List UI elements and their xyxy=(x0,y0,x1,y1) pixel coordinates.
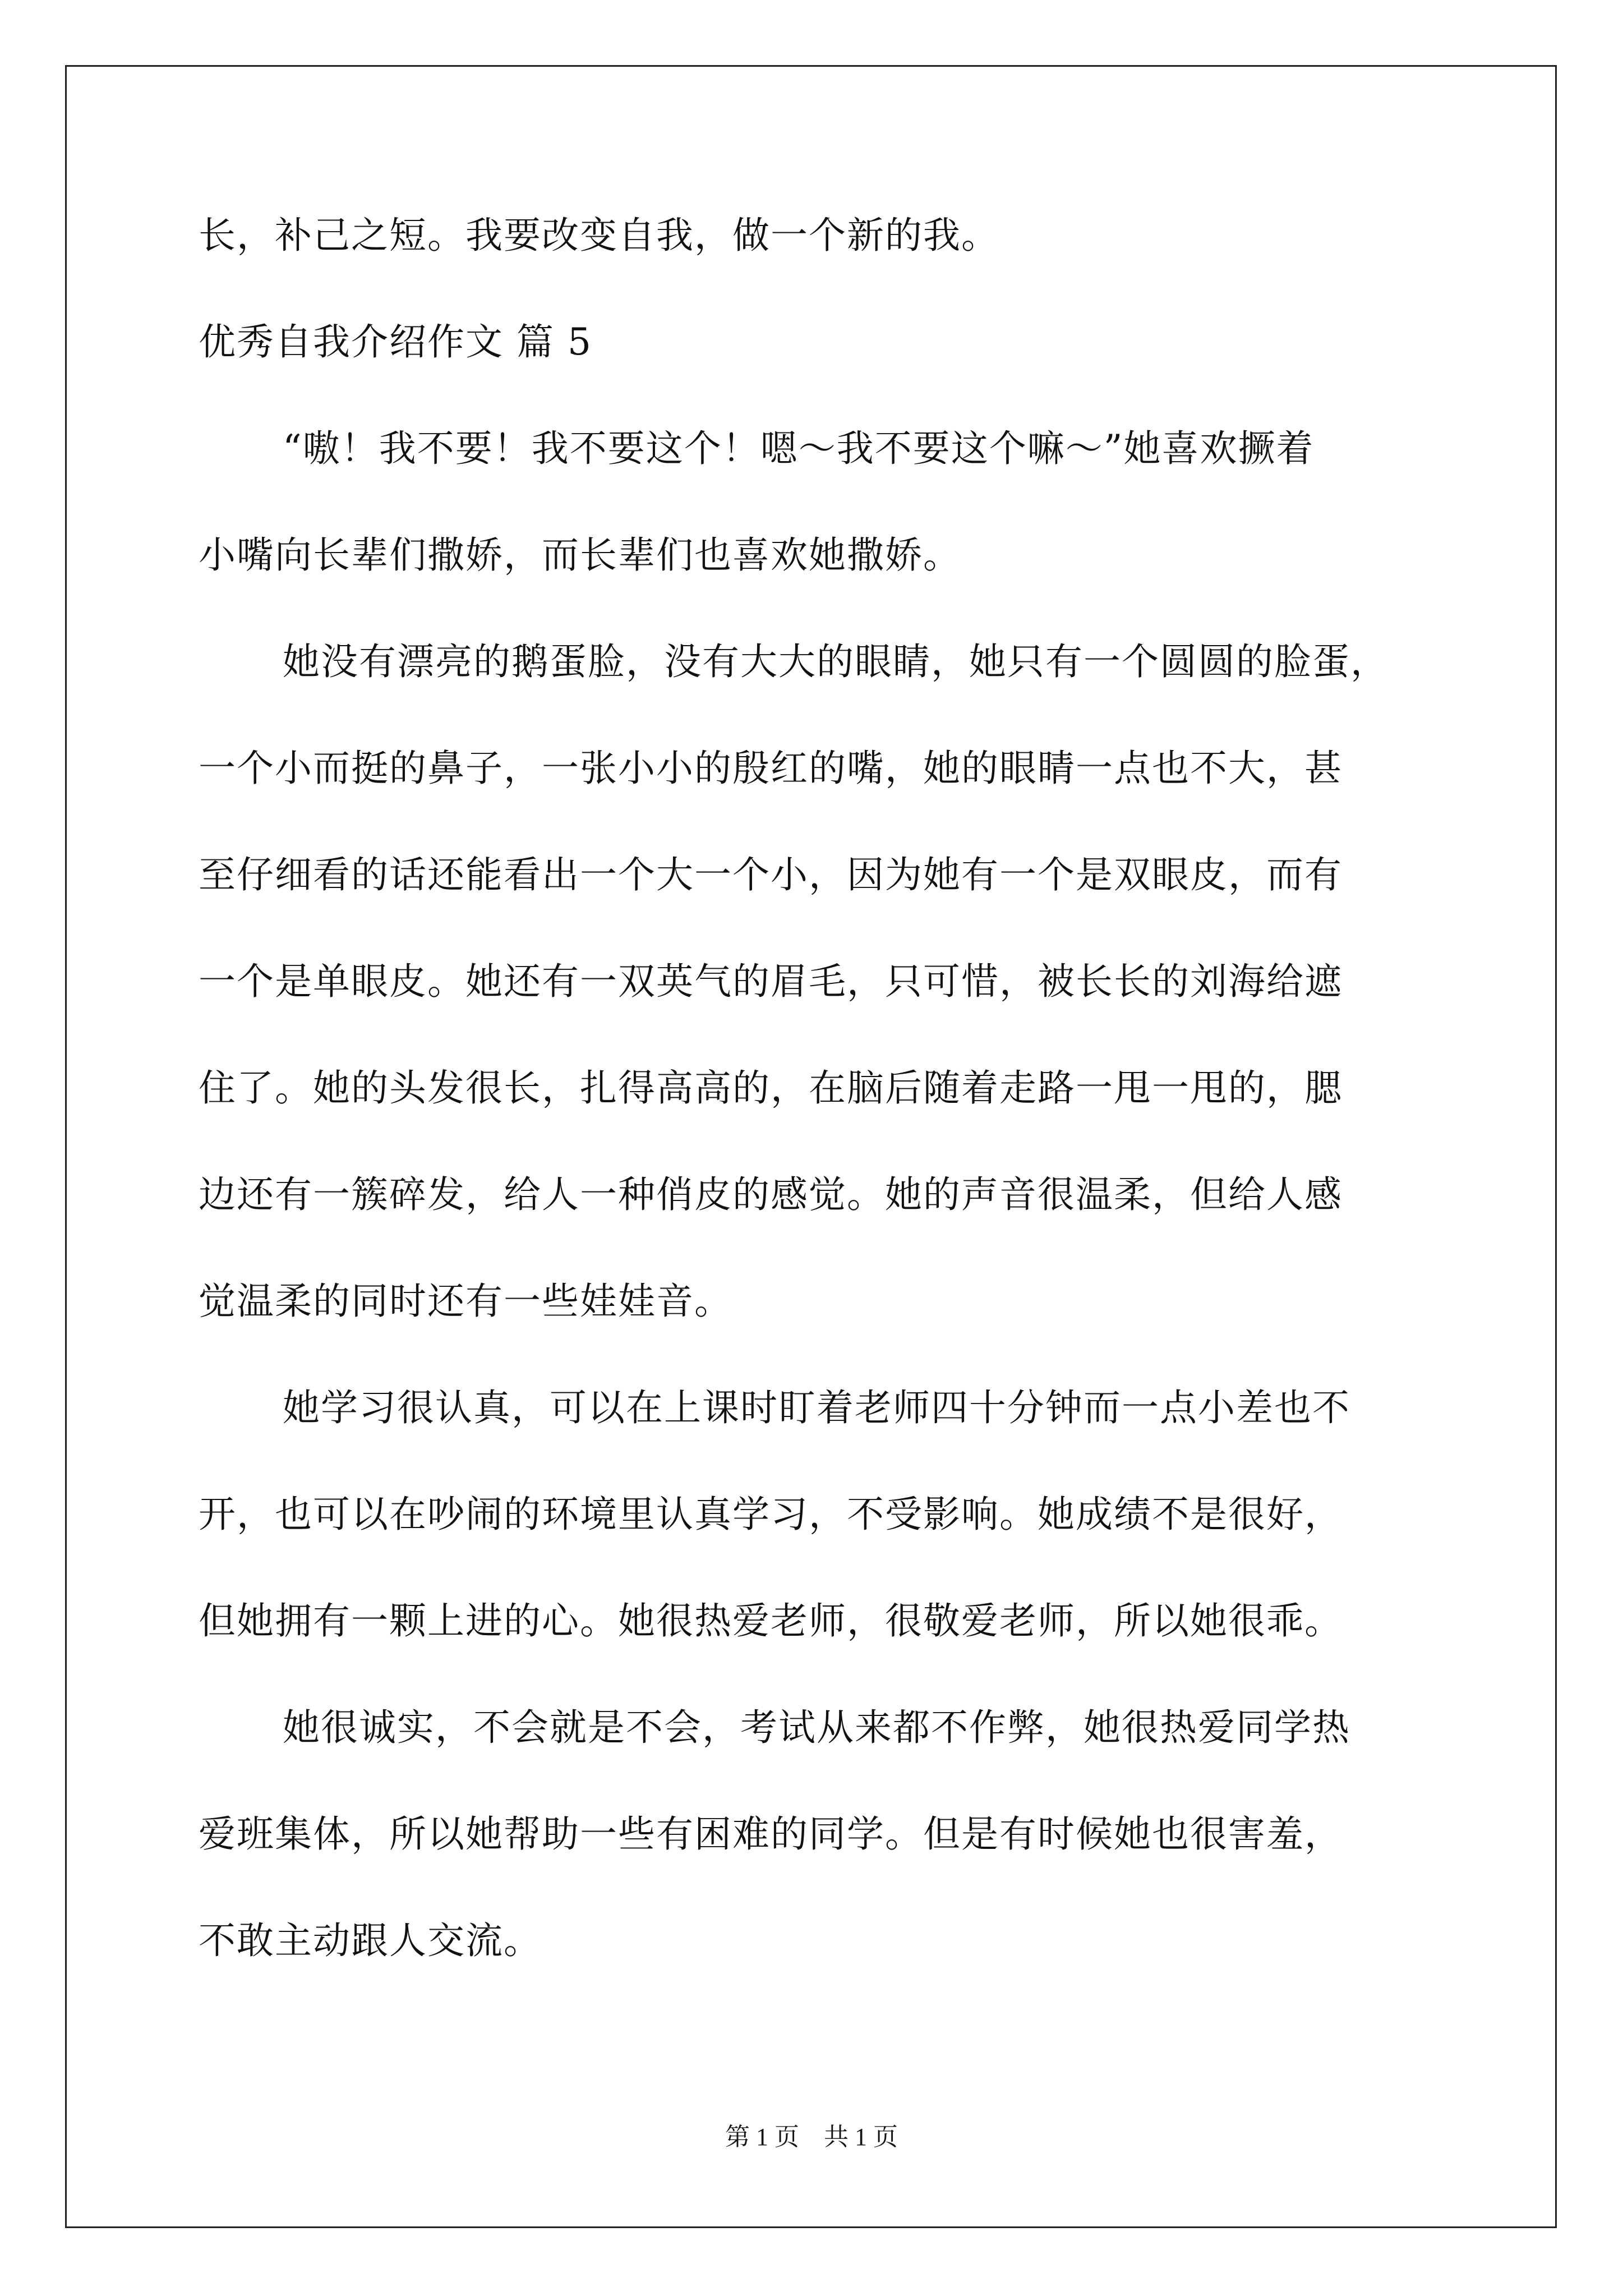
paragraph-line: “嗷！我不要！我不要这个！嗯～我不要这个嘛～”她喜欢撅着 xyxy=(283,427,1315,470)
paragraph-line: 一个小而挺的鼻子，一张小小的殷红的嘴，她的眼睛一点也不大，甚 xyxy=(199,747,1343,790)
page-number-footer: 第 1 页 共 1 页 xyxy=(725,2123,898,2151)
section-heading: 优秀自我介绍作文 篇 5 xyxy=(199,320,592,364)
paragraph-line: 长，补己之短。我要改变自我，做一个新的我。 xyxy=(199,214,999,257)
paragraph-line: 她没有漂亮的鹅蛋脸，没有大大的眼睛，她只有一个圆圆的脸蛋， xyxy=(283,640,1389,683)
paragraph-line: 一个是单眼皮。她还有一双英气的眉毛，只可惜，被长长的刘海给遮 xyxy=(199,960,1343,1003)
paragraph-line: 但她拥有一颗上进的心。她很热爱老师，很敬爱老师，所以她很乖。 xyxy=(199,1599,1343,1642)
paragraph-line: 住了。她的头发很长，扎得高高的，在脑后随着走路一甩一甩的，腮 xyxy=(199,1066,1343,1110)
page-border xyxy=(65,65,1557,2228)
paragraph-line: 不敢主动跟人交流。 xyxy=(199,1919,542,1962)
paragraph-line: 至仔细看的话还能看出一个大一个小，因为她有一个是双眼皮，而有 xyxy=(199,853,1343,896)
paragraph-line: 她很诚实，不会就是不会，考试从来都不作弊，她很热爱同学热 xyxy=(283,1706,1350,1749)
paragraph-line: 边还有一簇碎发，给人一种俏皮的感觉。她的声音很温柔，但给人感 xyxy=(199,1173,1343,1216)
paragraph-line: 她学习很认真，可以在上课时盯着老师四十分钟而一点小差也不 xyxy=(283,1386,1350,1429)
paragraph-line: 爱班集体，所以她帮助一些有困难的同学。但是有时候她也很害羞， xyxy=(199,1812,1343,1856)
paragraph-line: 小嘴向长辈们撒娇，而长辈们也喜欢她撒娇。 xyxy=(199,533,961,577)
paragraph-line: 觉温柔的同时还有一些娃娃音。 xyxy=(199,1280,732,1323)
paragraph-line: 开，也可以在吵闹的环境里认真学习，不受影响。她成绩不是很好， xyxy=(199,1493,1343,1536)
